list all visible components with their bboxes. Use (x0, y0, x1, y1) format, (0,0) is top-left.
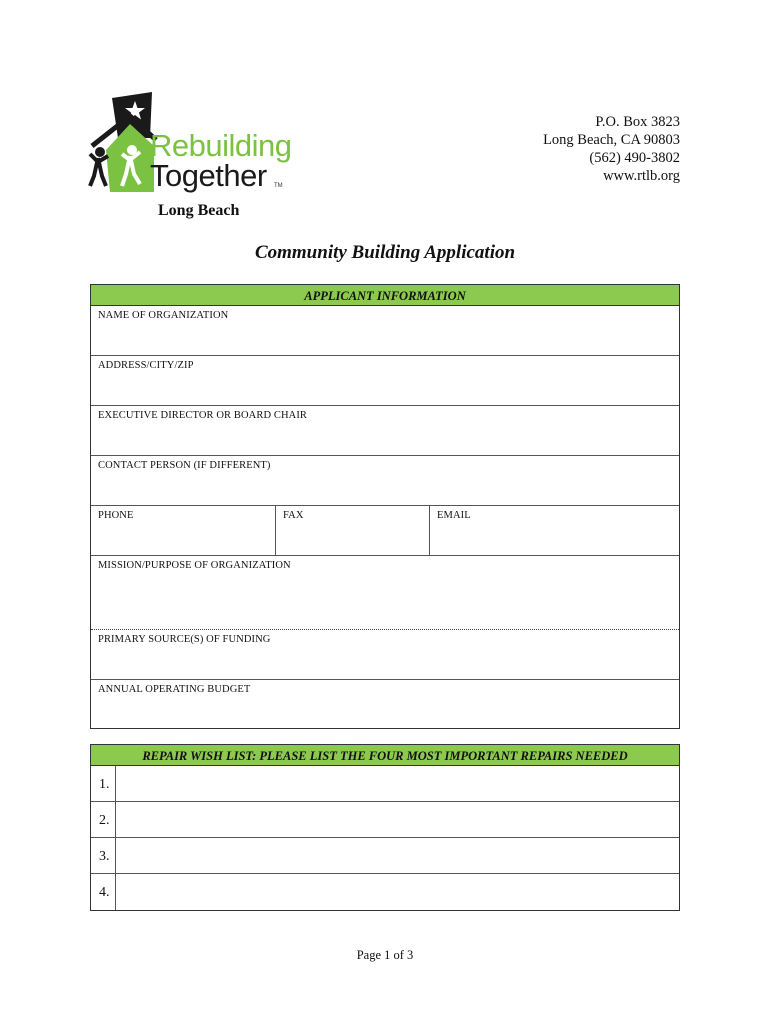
funding-field[interactable] (91, 630, 679, 680)
website-line: www.rtlb.org (603, 168, 680, 184)
contact-address-block (543, 113, 680, 185)
applicant-section-heading: APPLICANT INFORMATION (91, 285, 679, 306)
organization-name-label: NAME OF ORGANIZATION (98, 310, 229, 321)
wish-row (91, 838, 679, 874)
phone-field[interactable] (91, 506, 276, 555)
fax-field[interactable] (276, 506, 430, 555)
contact-person-label: CONTACT PERSON (IF DIFFERENT) (98, 460, 271, 471)
budget-field[interactable] (91, 680, 679, 728)
phone-label: PHONE (98, 510, 134, 521)
address-label: ADDRESS/CITY/ZIP (98, 360, 194, 371)
logo-word-rebuilding: Rebuilding (150, 128, 292, 163)
applicant-information-table (90, 284, 680, 729)
phone-fax-email-row (91, 506, 679, 556)
address-field[interactable] (91, 356, 679, 406)
trademark-mark: TM (274, 183, 283, 189)
wish-list-heading: REPAIR WISH LIST: PLEASE LIST THE FOUR MOST IMPORTANT REPAIRS NEEDED (91, 745, 679, 766)
wish-item-4-field[interactable] (116, 874, 679, 910)
email-label: EMAIL (437, 510, 471, 521)
wish-item-1-field[interactable] (116, 766, 679, 801)
contact-person-field[interactable] (91, 456, 679, 506)
city-line: Long Beach, CA 90803 (543, 132, 680, 148)
organization-name-field[interactable] (91, 306, 679, 356)
budget-label: ANNUAL OPERATING BUDGET (98, 684, 251, 695)
wish-item-3-field[interactable] (116, 838, 679, 873)
phone-line: (562) 490-3802 (589, 150, 680, 166)
wish-number: 2. (91, 802, 116, 837)
house-people-logo-icon (88, 88, 158, 198)
repair-wish-list-table (90, 744, 680, 911)
logo-word-together: Together (150, 158, 267, 193)
mission-label: MISSION/PURPOSE OF ORGANIZATION (98, 560, 291, 571)
form-title: Community Building Application (254, 242, 516, 263)
email-field[interactable] (430, 506, 679, 555)
wish-number: 4. (91, 874, 116, 910)
fax-label: FAX (283, 510, 304, 521)
director-label: EXECUTIVE DIRECTOR OR BOARD CHAIR (98, 410, 308, 421)
funding-label: PRIMARY SOURCE(S) OF FUNDING (98, 634, 271, 645)
mission-field[interactable] (91, 556, 679, 630)
wish-row (91, 766, 679, 802)
wish-number: 1. (91, 766, 116, 801)
wish-number: 3. (91, 838, 116, 873)
wish-row (91, 802, 679, 838)
po-box-line: P.O. Box 3823 (595, 114, 680, 130)
wish-row (91, 874, 679, 910)
page-number: Page 1 of 3 (356, 948, 414, 962)
chapter-name: Long Beach (158, 202, 240, 219)
wish-item-2-field[interactable] (116, 802, 679, 837)
director-field[interactable] (91, 406, 679, 456)
